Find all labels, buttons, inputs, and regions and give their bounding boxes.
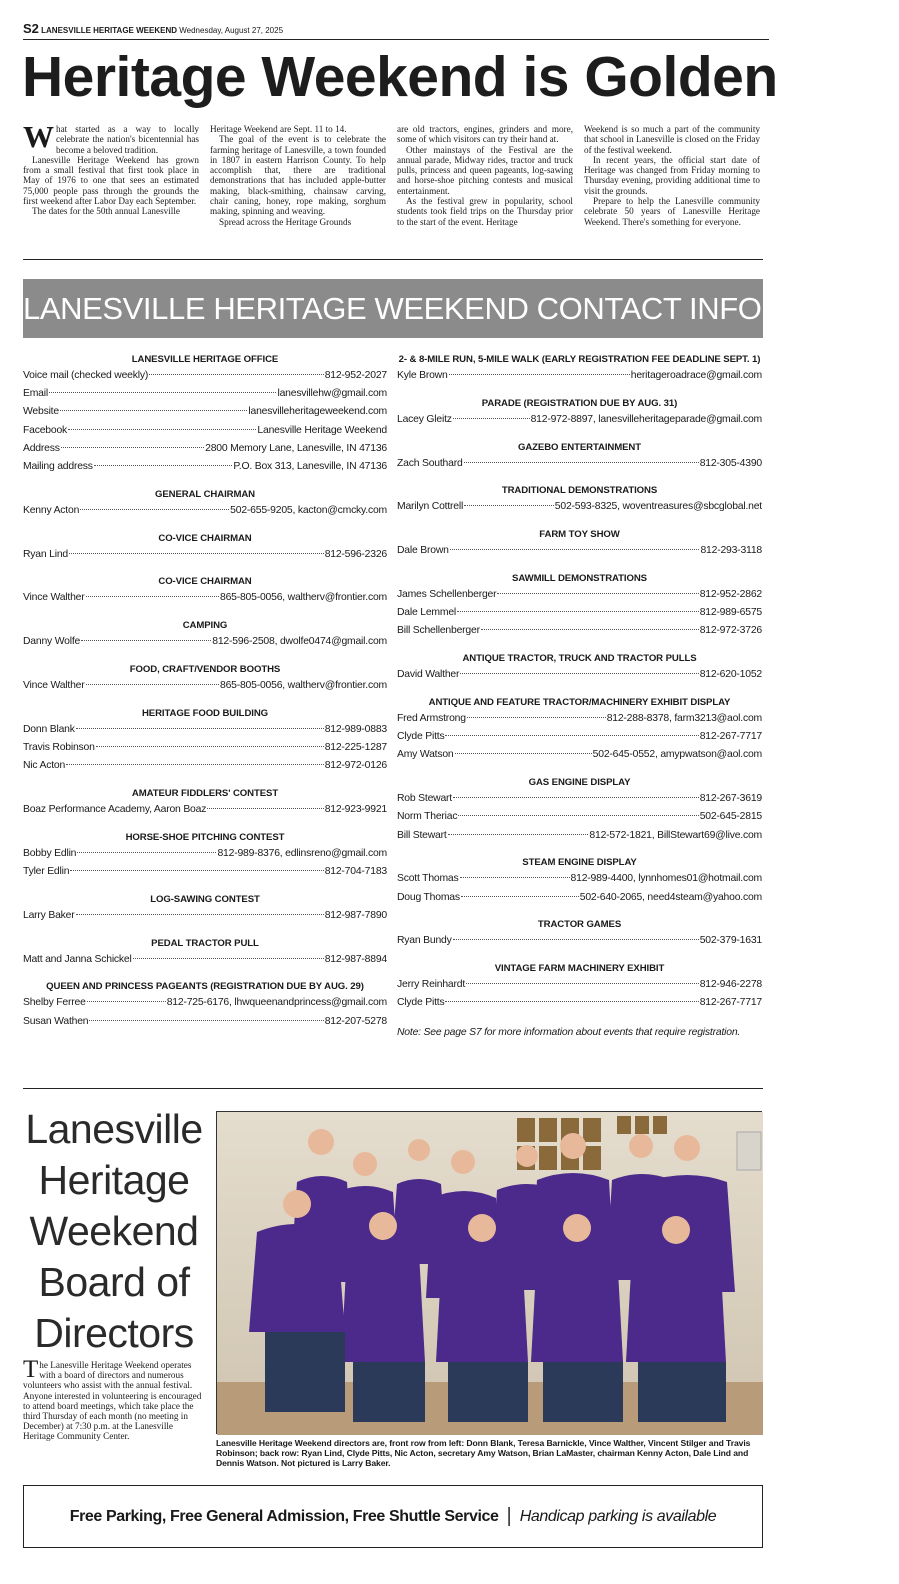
board-title-line: Weekend xyxy=(29,1208,199,1254)
contact-group xyxy=(397,776,762,845)
section-divider xyxy=(23,259,763,260)
contact-value: 812-952-2862 xyxy=(699,588,762,600)
contact-name: Clyde Pitts xyxy=(397,997,445,1009)
contact-group xyxy=(397,353,762,385)
contact-row xyxy=(397,367,762,385)
contact-name: Jerry Reinhardt xyxy=(397,979,466,991)
contact-value: 812-972-0126 xyxy=(324,760,387,772)
board-title-line: Heritage xyxy=(38,1157,190,1203)
contact-group xyxy=(397,918,762,950)
dot-leader xyxy=(96,746,324,747)
contact-value: 502-379-1631 xyxy=(699,935,762,947)
contact-name: Lacey Gleitz xyxy=(397,413,452,425)
dot-leader xyxy=(80,509,229,510)
story-column-1 xyxy=(23,119,199,246)
contact-name: Travis Robinson xyxy=(23,742,95,753)
contact-group-heading: TRACTOR GAMES xyxy=(537,919,622,931)
footer-handicap-parking: Handicap parking is available xyxy=(519,1507,717,1525)
contact-name: Zach Southard xyxy=(397,457,463,469)
contact-name: David Walther xyxy=(397,669,460,681)
contact-group-heading: LANESVILLE HERITAGE OFFICE xyxy=(131,354,279,365)
contact-row xyxy=(23,757,387,775)
dot-leader xyxy=(87,1001,166,1002)
page-folio xyxy=(23,22,769,40)
dot-leader xyxy=(94,465,233,466)
contact-value: 812-267-7717 xyxy=(699,731,762,743)
story-paragraph: hat started as a way to locally celebrate the nation's bicentennial has become a beloved tradition. xyxy=(56,124,199,155)
dot-leader xyxy=(89,1020,323,1021)
contact-value: 502-593-8325, woventreasures@sbcglobal.net xyxy=(554,501,762,513)
contact-value: P.O. Box 313, Lanesville, IN 47136 xyxy=(233,461,387,473)
dot-leader xyxy=(464,505,554,506)
contact-group-heading: GAS ENGINE DISPLAY xyxy=(528,777,631,789)
contact-group-heading: GENERAL CHAIRMAN xyxy=(154,488,256,500)
dot-leader xyxy=(461,896,579,897)
contact-group-heading: CO-VICE CHAIRMAN xyxy=(158,532,252,544)
contact-value: 812-596-2508, dwolfe0474@gmail.com xyxy=(212,636,387,648)
contact-row xyxy=(23,422,387,440)
dot-leader xyxy=(61,447,204,448)
contact-name: Danny Wolfe xyxy=(23,636,81,648)
contact-row xyxy=(397,994,762,1012)
contact-group xyxy=(397,572,762,641)
contact-row xyxy=(397,808,762,826)
footer-free-services: Free Parking, Free General Admission, Free Shuttle Service xyxy=(69,1507,499,1525)
drop-cap: W xyxy=(23,119,54,154)
contact-name: Norm Theriac xyxy=(397,811,458,823)
dot-leader xyxy=(66,764,324,765)
contact-value: 812-952-2027 xyxy=(324,370,387,381)
contact-value: 865-805-0056, waltherv@frontier.com xyxy=(219,592,387,604)
dot-leader xyxy=(448,834,589,835)
story-column-3 xyxy=(397,124,573,246)
dot-leader xyxy=(450,549,700,550)
story-paragraph: The dates for the 50th annual Lanesville xyxy=(32,206,180,217)
contact-row xyxy=(23,458,387,476)
contact-name: Bill Stewart xyxy=(397,829,447,841)
contact-value: lanesvillehw@gmail.com xyxy=(277,388,387,400)
board-title-line: Board of xyxy=(38,1259,190,1305)
contact-group xyxy=(23,831,387,881)
contact-value: 812-972-3726 xyxy=(699,625,762,637)
contact-name: Shelby Ferree xyxy=(23,997,86,1009)
contact-row xyxy=(23,633,387,651)
drop-cap: T xyxy=(23,1356,39,1383)
contact-name: Address xyxy=(23,442,60,454)
dot-leader xyxy=(464,462,699,463)
contact-row xyxy=(23,502,387,520)
contacts-left-column xyxy=(23,353,387,1042)
contact-row xyxy=(397,455,762,473)
dot-leader xyxy=(481,629,699,630)
group-photo-illustration xyxy=(217,1112,763,1435)
contact-group-heading: HORSE-SHOE PITCHING CONTEST xyxy=(125,831,285,843)
contact-group xyxy=(23,663,387,695)
contact-row xyxy=(397,666,762,684)
dot-leader xyxy=(207,808,323,809)
contact-value: 812-293-3118 xyxy=(700,545,762,557)
story-paragraph: Weekend is so much a part of the community that school in Lanesville is closed on the Friday of the festival weekend. xyxy=(584,124,760,155)
contact-value: 812-225-1287 xyxy=(324,742,387,753)
contact-group-heading: 2- & 8-MILE RUN, 5-MILE WALK (EARLY REGISTRATION FEE DEADLINE SEPT. 1) xyxy=(398,354,761,365)
dot-leader xyxy=(133,958,324,959)
contact-group xyxy=(397,441,762,473)
contact-row xyxy=(23,546,387,564)
contact-value: 2800 Memory Lane, Lanesville, IN 47136 xyxy=(205,442,387,454)
contact-name: Voice mail (checked weekly) xyxy=(23,370,149,381)
contact-group-heading: AMATEUR FIDDLERS' CONTEST xyxy=(131,788,279,799)
story-paragraph: Heritage Weekend are Sept. 11 to 14. xyxy=(210,124,347,134)
contact-name: Bill Schellenberger xyxy=(397,625,480,637)
contact-name: Larry Baker xyxy=(23,909,75,921)
contact-group xyxy=(23,575,387,607)
contact-value: 812-987-7890 xyxy=(324,909,387,921)
contact-row xyxy=(23,385,387,403)
contact-value: 812-989-6575 xyxy=(699,607,762,619)
contact-value: 502-645-0552, amypwatson@aol.com xyxy=(592,749,762,761)
contact-name: Vince Walther xyxy=(23,680,85,691)
contact-value: 812-946-2278 xyxy=(699,979,762,991)
dot-leader xyxy=(69,553,324,554)
contact-group xyxy=(397,397,762,429)
contact-row xyxy=(23,677,387,695)
contact-row xyxy=(397,710,762,728)
contact-value: 502-655-9205, kacton@cmcky.com xyxy=(230,504,387,516)
contact-row xyxy=(397,870,762,888)
footer-notice xyxy=(23,1485,763,1548)
contact-name: Kenny Acton xyxy=(23,504,80,516)
contact-row xyxy=(23,994,387,1012)
contact-value: lanesvilleheritageweekend.com xyxy=(248,406,387,418)
contact-value: 812-972-8897, lanesvilleheritageparade@gmail.com xyxy=(530,413,762,425)
board-title-line: Lanesville xyxy=(25,1106,203,1152)
contact-name: Rob Stewart xyxy=(397,793,452,805)
contact-value: 812-207-5278 xyxy=(324,1015,387,1027)
dot-leader xyxy=(455,753,592,754)
contact-group xyxy=(397,856,762,906)
story-column-2 xyxy=(210,124,386,246)
contact-name: Boaz Performance Academy, Aaron Boaz xyxy=(23,804,207,815)
contact-group-heading: FARM TOY SHOW xyxy=(539,529,620,541)
contact-group xyxy=(23,619,387,651)
contact-group xyxy=(397,962,762,1012)
section-divider xyxy=(23,1088,763,1089)
contact-value: 812-267-7717 xyxy=(699,997,762,1009)
dot-leader xyxy=(86,684,219,685)
issue-date: Wednesday, August 27, 2025 xyxy=(179,26,284,35)
story-paragraph: In recent years, the official start date of Heritage was changed from Friday morning to Thursday evening, providing additional time to visit the grounds. xyxy=(584,154,760,196)
contact-group-heading: PARADE (REGISTRATION DUE BY AUG. 31) xyxy=(481,397,678,409)
contact-group xyxy=(23,532,387,564)
contact-value: 812-596-2326 xyxy=(324,548,387,560)
contact-group-heading: ANTIQUE TRACTOR, TRUCK AND TRACTOR PULLS xyxy=(462,653,697,665)
contact-group-heading: SAWMILL DEMONSTRATIONS xyxy=(512,572,647,584)
contact-group-heading: CO-VICE CHAIRMAN xyxy=(158,576,252,588)
contact-row xyxy=(23,1013,387,1031)
dot-leader xyxy=(445,735,698,736)
contact-value: 812-305-4390 xyxy=(699,457,762,469)
story-body xyxy=(23,119,763,246)
contact-group-heading: CAMPING xyxy=(182,620,228,632)
contact-name: Matt and Janna Schickel xyxy=(23,953,132,965)
contact-group-heading: FOOD, CRAFT/VENDOR BOOTHS xyxy=(129,664,281,675)
story-paragraph: are old tractors, engines, grinders and more, some of which visitors can try their hand at. xyxy=(397,124,573,145)
dot-leader xyxy=(460,877,570,878)
contact-name: Ryan Lind xyxy=(23,548,68,560)
dot-leader xyxy=(445,1001,698,1002)
registration-note: Note: See page S7 for more information about events that require registration. xyxy=(397,1027,741,1039)
contact-row xyxy=(397,411,762,429)
story-paragraph: Lanesville Heritage Weekend has grown from a small festival that first took place in May of 1976 to one that sees an estimated 75,000 people pass through the grounds the first weekend after Labor Day each September. xyxy=(23,154,199,207)
dot-leader xyxy=(453,418,530,419)
contact-group xyxy=(23,353,387,476)
contact-row xyxy=(397,827,762,845)
dot-leader xyxy=(453,797,699,798)
contact-group xyxy=(397,696,762,765)
contact-group xyxy=(23,488,387,520)
contact-name: Amy Watson xyxy=(397,749,454,761)
contact-value: 812-989-8376, edlinsreno@gmail.com xyxy=(217,847,387,859)
contact-group xyxy=(397,652,762,684)
contact-group xyxy=(23,980,387,1030)
contact-row xyxy=(23,403,387,421)
dot-leader xyxy=(49,392,276,393)
dot-leader xyxy=(77,852,216,853)
contact-group-heading: VINTAGE FARM MACHINERY EXHIBIT xyxy=(494,963,665,975)
contact-name: Facebook xyxy=(23,424,68,436)
contact-row xyxy=(23,907,387,925)
contact-value: 812-288-8378, farm3213@aol.com xyxy=(606,712,762,724)
contact-group xyxy=(23,937,387,969)
footer-separator: | xyxy=(506,1505,512,1527)
dot-leader xyxy=(460,673,698,674)
story-paragraph: The goal of the event is to celebrate the farming heritage of Lanesville, a town founded in 1807 in eastern Harrison County. To help accomplish that, there are traditional demonstrations that has included apple-butter making, black-smithing, chainsaw carving, chair caning, honey, rope making, sorghum making, spinning and weaving. xyxy=(210,134,386,217)
contact-row xyxy=(397,728,762,746)
dot-leader xyxy=(68,429,256,430)
dot-leader xyxy=(76,728,324,729)
contact-group-heading: QUEEN AND PRINCESS PAGEANTS (REGISTRATION DUE BY AUG. 29) xyxy=(46,981,364,993)
contact-row xyxy=(397,498,762,516)
contact-name: Mailing address xyxy=(23,461,93,473)
contact-name: Bobby Edlin xyxy=(23,847,77,859)
headline: Heritage Weekend is Golden xyxy=(22,45,778,109)
contact-name: Fred Armstrong xyxy=(397,712,466,724)
contact-name: Ryan Bundy xyxy=(397,935,452,947)
contact-value: 812-704-7183 xyxy=(324,866,387,877)
dot-leader xyxy=(70,870,323,871)
contact-value: 865-805-0056, waltherv@frontier.com xyxy=(219,680,387,691)
story-paragraph: Spread across the Heritage Grounds xyxy=(219,216,352,227)
contact-group xyxy=(23,893,387,925)
contact-value: 812-923-9921 xyxy=(324,804,387,815)
dot-leader xyxy=(76,914,324,915)
contact-banner: LANESVILLE HERITAGE WEEKEND CONTACT INFORMATION xyxy=(23,279,763,338)
dot-leader xyxy=(81,640,211,641)
board-title-line: Directors xyxy=(34,1310,194,1356)
contact-value: 812-267-3619 xyxy=(699,793,762,805)
contact-name: Tyler Edlin xyxy=(23,866,70,877)
photo-caption: Lanesville Heritage Weekend directors are, front row from left: Donn Blank, Teresa Barnickle, Vince Walther, Vincent Stilger and Travis Robinson; back row: Ryan Lind, Clyde Pitts, Nic Acton, secretary Amy Watson, Brian LaMaster, chairman Kenny Acton, Dale Lind and Dennis Watson. Not pictured is Larry Baker. xyxy=(216,1438,751,1469)
page-number: S2 xyxy=(23,21,39,36)
contact-name: Kyle Brown xyxy=(397,370,448,381)
contact-group-heading: TRADITIONAL DEMONSTRATIONS xyxy=(501,485,658,497)
contact-value: 812-989-0883 xyxy=(324,723,387,735)
contact-value: 502-640-2065, need4steam@yahoo.com xyxy=(579,891,762,903)
contact-group xyxy=(23,707,387,776)
dot-leader xyxy=(453,939,699,940)
board-paragraph: he Lanesville Heritage Weekend operates with a board of directors and numerous volunteers who assist with the annual festival. Anyone interested in volunteering is encouraged to attend board meetings, which take place the third Thursday of each month (no meeting in December) at 7:30 p.m. at the Lanesville Heritage Community Center. xyxy=(23,1360,202,1442)
contact-group-heading: GAZEBO ENTERTAINMENT xyxy=(517,441,642,453)
contact-value: heritageroadrace@gmail.com xyxy=(630,370,762,381)
board-title xyxy=(18,1104,210,1359)
contact-group xyxy=(23,787,387,819)
contact-value: 812-572-1821, BillStewart69@live.com xyxy=(589,829,762,841)
contact-name: Clyde Pitts xyxy=(397,731,445,743)
contact-name: Dale Lemmel xyxy=(397,607,457,619)
story-paragraph: As the festival grew in popularity, school students took field trips on the Thursday prior to the start of the event. Heritage xyxy=(397,196,573,227)
contact-group-heading: ANTIQUE AND FEATURE TRACTOR/MACHINERY EXHIBIT DISPLAY xyxy=(428,696,731,708)
contact-name: Susan Wathen xyxy=(23,1015,89,1027)
dot-leader xyxy=(467,717,606,718)
dot-leader xyxy=(458,815,698,816)
contact-name: James Schellenberger xyxy=(397,588,497,600)
contact-name: Website xyxy=(23,406,59,418)
contact-group-heading: PEDAL TRACTOR PULL xyxy=(151,937,259,949)
dot-leader xyxy=(86,596,219,597)
story-column-4 xyxy=(584,124,760,246)
board-description xyxy=(23,1356,206,1442)
contact-name: Email xyxy=(23,388,48,400)
contact-row xyxy=(23,739,387,757)
dot-leader xyxy=(497,593,698,594)
contact-row xyxy=(397,976,762,994)
contact-name: Vince Walther xyxy=(23,592,85,604)
story-paragraph: Other mainstays of the Festival are the annual parade, Midway rides, tractor and truck pulls, princess and queen pageants, log-sawing and horse-shoe pitching contests and musical entertainment. xyxy=(397,144,573,196)
section-name: LANESVILLE HERITAGE WEEKEND xyxy=(41,26,177,35)
dot-leader xyxy=(60,410,247,411)
contact-name: Nic Acton xyxy=(23,760,66,772)
contact-name: Donn Blank xyxy=(23,723,75,735)
board-group-photo xyxy=(216,1111,762,1434)
contact-group-heading: LOG-SAWING CONTEST xyxy=(150,893,260,905)
contact-row xyxy=(23,863,387,881)
contact-row xyxy=(23,440,387,458)
contact-value: 502-645-2815 xyxy=(699,811,762,823)
contact-row xyxy=(23,801,387,819)
contact-group xyxy=(397,528,762,560)
dot-leader xyxy=(457,611,699,612)
contact-row xyxy=(397,932,762,950)
contact-name: Dale Brown xyxy=(397,545,449,557)
contact-row xyxy=(23,845,387,863)
contact-name: Marilyn Cottrell xyxy=(397,501,464,513)
dot-leader xyxy=(449,374,630,375)
contact-name: Doug Thomas xyxy=(397,891,460,903)
dot-leader xyxy=(466,983,699,984)
contact-row xyxy=(23,721,387,739)
contact-value: 812-989-4400, lynnhomes01@hotmail.com xyxy=(570,873,762,885)
contacts-right-column xyxy=(397,353,762,1042)
contact-value: 812-620-1052 xyxy=(699,669,762,681)
contact-value: Lanesville Heritage Weekend xyxy=(257,424,387,436)
contact-row xyxy=(397,604,762,622)
dot-leader xyxy=(149,374,324,375)
contact-row xyxy=(23,367,387,385)
contact-group-heading: HERITAGE FOOD BUILDING xyxy=(141,707,269,719)
contact-value: 812-725-6176, lhwqueenandprincess@gmail.com xyxy=(166,997,387,1009)
contact-row xyxy=(397,790,762,808)
contact-name: Scott Thomas xyxy=(397,873,459,885)
contact-row xyxy=(397,746,762,764)
contact-value: 812-987-8894 xyxy=(324,953,387,965)
contact-group xyxy=(397,484,762,516)
contact-row xyxy=(23,951,387,969)
contact-row xyxy=(23,589,387,607)
story-paragraph: Prepare to help the Lanesville community celebrate 50 years of Lanesville Heritage Weekend. There's something for everyone. xyxy=(584,196,760,227)
contact-row xyxy=(397,889,762,907)
contact-group-heading: STEAM ENGINE DISPLAY xyxy=(522,857,637,869)
contact-row xyxy=(397,542,762,560)
contact-row xyxy=(397,586,762,604)
contact-row xyxy=(397,622,762,640)
